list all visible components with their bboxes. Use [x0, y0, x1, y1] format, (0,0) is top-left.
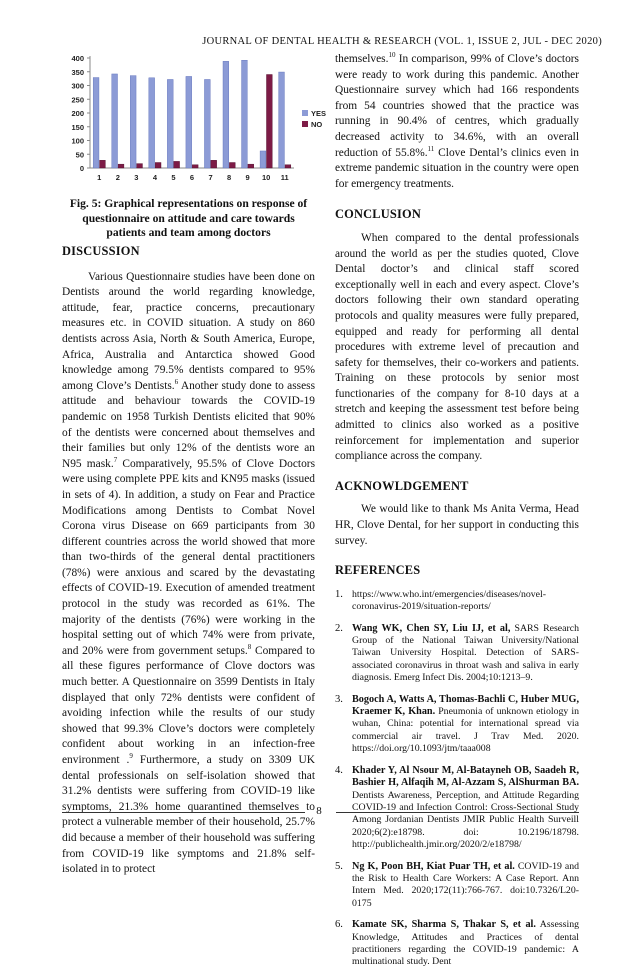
- bar-yes: [242, 60, 248, 168]
- discussion-section: [62, 244, 315, 878]
- bar-yes: [204, 79, 210, 168]
- bar-no: [137, 164, 143, 168]
- y-tick-label: 400: [71, 54, 84, 63]
- x-tick-label: 2: [115, 173, 120, 182]
- acknowledgement-heading: ACKNOWLDGEMENT: [335, 478, 469, 493]
- bar-yes: [149, 78, 155, 168]
- acknowledgement-paragraph: We would like to thank Ms Anita Verma, Head HR, Clove Dental, for her support in conducting this survey.: [335, 503, 579, 547]
- y-tick-label: 300: [71, 81, 84, 91]
- x-tick-label: 3: [134, 173, 139, 182]
- bar-no: [155, 163, 161, 169]
- bar-no: [248, 164, 254, 168]
- figure-caption: Fig. 5: Graphical representations on response of questionnaire on attitude and care towards patients and team among doctors: [69, 197, 308, 240]
- bar-yes: [223, 61, 229, 168]
- x-tick-label: 6: [189, 173, 195, 182]
- reference-list: [335, 589, 579, 969]
- page-number: 8: [316, 805, 322, 817]
- y-tick-label: 350: [71, 67, 84, 77]
- y-tick-label: 100: [71, 136, 84, 146]
- reference-item: 6. Kamate SK, Sharma S, Thakar S, et al. Assessing Knowledge, Attitudes and Practices of dental practitioners regarding the COVID-19 pandemic: A multinational study. Dent: [335, 919, 579, 968]
- bar-yes: [279, 72, 285, 168]
- running-header: JOURNAL OF DENTAL HEALTH & RESEARCH (VOL. 1, ISSUE 2, JUL - DEC 2020): [202, 36, 602, 47]
- x-tick-label: 1: [97, 173, 102, 182]
- discussion-heading: DISCUSSION: [62, 244, 140, 258]
- conclusion-heading: CONCLUSION: [335, 207, 421, 222]
- x-tick-label: 5: [171, 173, 176, 182]
- legend-swatch-yes: [302, 110, 308, 116]
- discussion-paragraph: Various Questionnaire studies have been done on Dentists around the world regarding knowledge, attitude, fear, practice concerns, precautionary measures etc. in COVID situation. A study on 860 dentists across Asia, North & South America, Europe, Africa, Australia and Antarctica showed Good knowledge among 79.5% dentists compared to 95% among Clove’s Dentists.$^6$ Another study done to assess attitude and behaviour towards the COVID-19 pandemic on 1958 Turkish Dentists elicited that 90% of the dentists were concerned about themselves and their families but only 12% of the dentists wore an N95 mask.$^7$ Comparatively, 95.5% of Clove Doctors were using complete PPE kits and KN95 masks (issued in sets of 4). In addition, a study on Fear and Practice Modifications among Dentists to Combat Novel Corona virus Disease on 669 participants from 30 different countries across the world showed that more than two-thirds of the general dental practitioners (78%) were anxious and scared by the devastating effects of COVID-19. Execution of amended treatment protocol in the study was recorded as 61%. The majority of the dentists (76%) were working in the hospital setting out of which 74% were from private, and 20% were from government setups.$^8$ Compared to all these figures performance of Clove doctors was much better. A Questionnaire on 3599 Dentists in Italy displayed that only 72% dentists were confident of avoiding infection while the results of our study showed that 99.3% Clove’s doctors were completely confident about working in an infection-free environment .$^9$ Furthermore, a study on 3309 UK dental professionals on self-isolation showed that 31.2% dentists were suffering from COVID-19 like symptoms, 21.3% home quarantined themselves to protect a vulnerable member of their household, 25.7% did because a member of their household was suffering from COVID-19 like symptoms and 21.8% self- isolated in to protect: [62, 270, 316, 876]
- bar-no: [229, 163, 235, 169]
- y-tick-label: 0: [79, 164, 84, 173]
- bar-no: [192, 165, 198, 168]
- bar-no: [211, 160, 217, 168]
- y-tick-label: 250: [71, 95, 84, 105]
- bar-no: [118, 164, 124, 168]
- bar-no: [266, 75, 272, 169]
- y-tick-label: 200: [71, 109, 84, 118]
- y-tick-label: 50: [75, 150, 84, 160]
- reference-item: 1. https://www.who.int/emergencies/diseases/novel-coronavirus-2019/situation-reports/: [335, 588, 546, 613]
- bar-yes: [260, 151, 266, 168]
- bar-no: [174, 161, 180, 168]
- legend-label-no: NO: [311, 120, 323, 129]
- bar-no: [285, 165, 291, 168]
- reference-item: 2. Wang WK, Chen SY, Liu IJ, et al, SARS Research Group of the National Taiwan University/National Taiwan University Hospital. Detection of SARS-associated coronavirus in throat wash and saliva in early diagnosis. Emerg Infect Dis. 2004;10:1213–9.: [335, 622, 579, 684]
- footer-rule-left: [62, 812, 305, 813]
- bar-yes: [93, 78, 99, 168]
- x-tick-label: 11: [280, 173, 289, 182]
- right-column: [335, 52, 579, 978]
- bar-yes: [130, 76, 136, 168]
- reference-item: 3. Bogoch A, Watts A, Thomas-Bachli C, Huber MUG, Kraemer K, Khan. Pneumonia of unknown etiology in wuhan, China: potential for international spread via commercial air travel. J Trav Med. 2020. https://doi.org/10.1093/jtm/taaa008: [335, 693, 579, 755]
- x-tick-label: 4: [152, 173, 157, 182]
- bar-yes: [167, 79, 173, 168]
- figure-5-chart: [56, 50, 327, 190]
- legend-label-yes: YES: [311, 109, 327, 118]
- reference-item: 5. Ng K, Poon BH, Kiat Puar TH, et al. COVID-19 and the Risk to Health Care Workers: A Case Report. Ann Intern Med. 2020;172(11):766-767. doi:10.7326/L20-0175: [335, 860, 580, 909]
- reference-item: 4. Khader Y, Al Nsour M, Al-Batayneh OB, Saadeh R, Bashier H, Alfaqih M, Al-Azzam S, AlShurman BA. Dentists Awareness, Perception, and Attitude Regarding COVID-19 and Infection Control: Cross-Sectional Study Among Jordanian Dentists JMIR Public Health Surveill 2020;6(2):e18798. doi: 10.2196/18798. http://publichealth.jmir.org/2020/2/e18798/: [335, 764, 579, 851]
- bar-no: [100, 160, 106, 168]
- bar-yes: [186, 76, 192, 168]
- x-tick-label: 10: [262, 173, 271, 182]
- bar-chart: [56, 50, 327, 190]
- footer-rule-right: [336, 812, 579, 813]
- discussion-continued: themselves.$^{10}$ In comparison, 99% of Clove’s doctors were ready to work during this pandemic. Another Questionnaire survey which had 166 respondents from 54 countries showed that the practice was running in 90.4% of centres, which gradually decreased activity to 34.6%, with an overall reduction of 55.8%.$^{11}$ Clove Dental’s clinics even in extreme pandemic situation in the country were open for emergency treatments.: [335, 51, 579, 190]
- y-tick-label: 150: [71, 122, 84, 132]
- x-tick-label: 7: [208, 173, 213, 182]
- x-tick-label: 8: [227, 173, 232, 182]
- left-column: [62, 197, 315, 241]
- legend-swatch-no: [302, 121, 308, 127]
- conclusion-paragraph: When compared to the dental professionals around the world as per the studies quoted, Clove Dental doctor’s and clinical staff scored exceptionally well in each and every aspect. Clove’s doctors following their own standard operating protocols and quality measures were fully prepared, equipped and ready for performing all dental procedures with extreme level of precaution and safety for themselves, their co-workers and patients. Training on these protocols by senior most functionaries of the company for 8-10 days at a stretch and keeping the assessment test before being admitted to clinics also worked as a positive reinforcement for implementation and superior compliance across the company.: [335, 231, 579, 463]
- references-heading: REFERENCES: [335, 563, 421, 578]
- x-tick-label: 9: [245, 173, 250, 182]
- bar-yes: [112, 74, 118, 168]
